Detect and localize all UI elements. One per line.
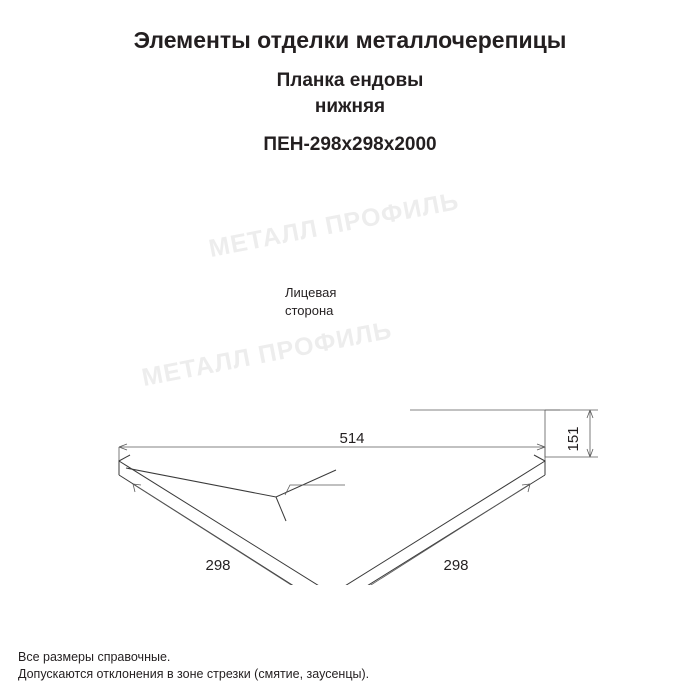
footer-notes (18, 649, 369, 683)
technical-drawing (0, 185, 700, 585)
face-side-label-line-1: Лицевая (285, 285, 337, 300)
height-dimension-label: 151 (565, 426, 582, 452)
title-block (0, 26, 700, 157)
watermark-text-1: МЕТАЛЛ ПРОФИЛЬ (206, 187, 462, 264)
left-slope-dimension-label: 298 (205, 557, 231, 574)
note-line-2: Допускаются отклонения в зоне стрезки (смятие, заусенцы). (18, 667, 370, 681)
right-slope-dimension-label: 298 (443, 557, 469, 574)
page-title: Элементы отделки металлочерепицы (133, 27, 567, 53)
top-width-dimension-label: 514 (339, 430, 365, 447)
watermark-text-2: МЕТАЛЛ ПРОФИЛЬ (139, 316, 395, 393)
note-line-1: Все размеры справочные. (18, 650, 171, 664)
profile-bend-lines (126, 468, 336, 521)
product-code: ПЕН-298x298x2000 (263, 134, 437, 155)
profile-outline (119, 455, 545, 585)
drawing-svg (0, 185, 700, 585)
product-name-line-1: Планка ендовы (276, 70, 424, 91)
slope-dimension-lines (133, 484, 530, 585)
face-side-label-line-2: сторона (285, 303, 334, 318)
face-side-leader (285, 485, 345, 495)
product-name-line-2: нижняя (314, 96, 386, 117)
